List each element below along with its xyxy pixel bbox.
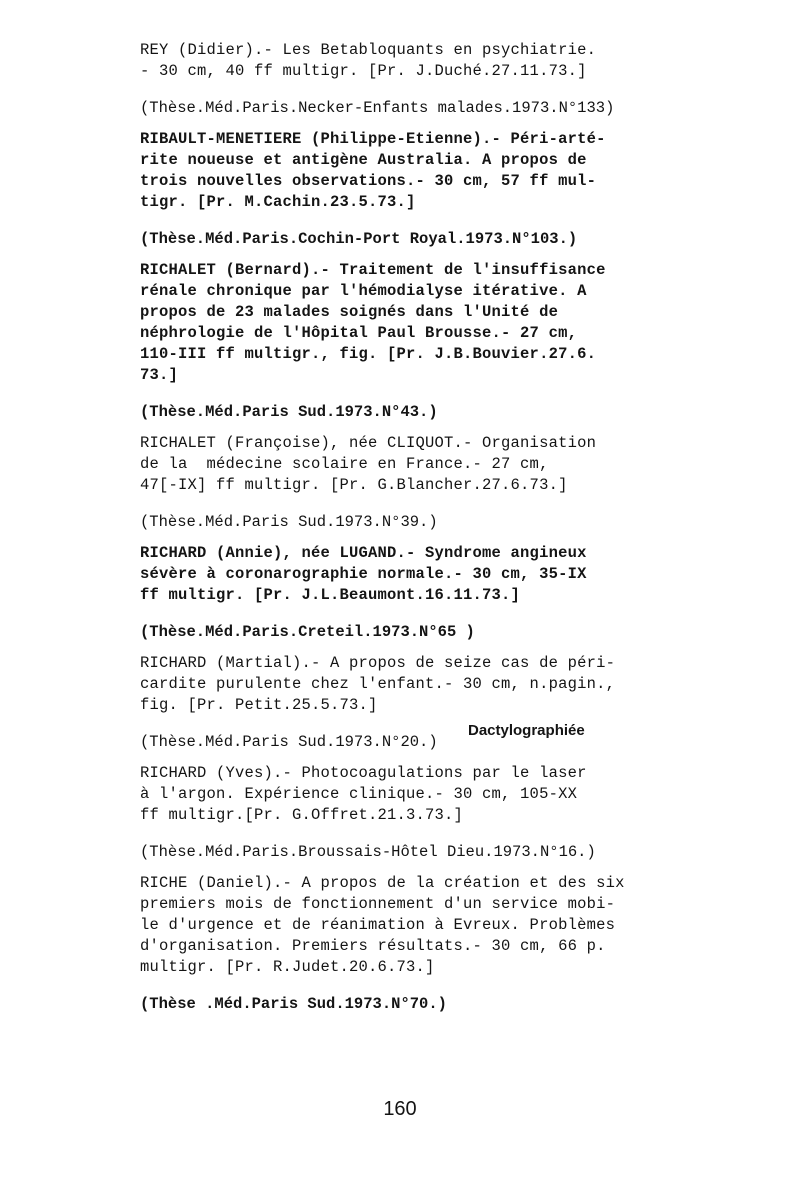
entry-line: fig. [Pr. Petit.25.5.73.] xyxy=(140,696,378,714)
entry-ribault-menetiere xyxy=(140,129,680,213)
entry-line: d'organisation. Premiers résultats.- 30 cm, 66 p. xyxy=(140,937,606,955)
entry-line: 47[-IX] ff multigr. [Pr. G.Blancher.27.6.73.] xyxy=(140,476,568,494)
entry-line: RICHALET (Bernard).- Traitement de l'insuffisance xyxy=(140,261,606,279)
entry-richard-yves xyxy=(140,763,680,826)
entry-line: rite noueuse et antigène Australia. A propos de xyxy=(140,151,587,169)
thesis-reference: (Thèse.Méd.Paris Sud.1973.N°39.) xyxy=(140,513,438,531)
entry-line: RICHE (Daniel).- A propos de la création et des six xyxy=(140,874,625,892)
entry-line: tigr. [Pr. M.Cachin.23.5.73.] xyxy=(140,193,416,211)
entry-line: sévère à coronarographie normale.- 30 cm, 35-IX xyxy=(140,565,587,583)
thesis-reference: (Thèse .Méd.Paris Sud.1973.N°70.) xyxy=(140,995,447,1013)
entry-richard-martial xyxy=(140,653,680,716)
entry-line: RICHARD (Martial).- A propos de seize cas de péri- xyxy=(140,654,616,672)
page-number: 160 xyxy=(383,1098,417,1120)
entry-line: RIBAULT-MENETIERE (Philippe-Etienne).- Péri-arté- xyxy=(140,130,606,148)
entry-line: multigr. [Pr. R.Judet.20.6.73.] xyxy=(140,958,435,976)
thesis-reference: (Thèse.Méd.Paris Sud.1973.N°20.) xyxy=(140,733,438,751)
entry-line: rénale chronique par l'hémodialyse itérative. A xyxy=(140,282,587,300)
entry-richalet-bernard xyxy=(140,260,680,386)
entry-line: ff multigr. [Pr. J.L.Beaumont.16.11.73.] xyxy=(140,586,521,604)
entry-line: propos de 23 malades soignés dans l'Unité de xyxy=(140,303,559,321)
entry-line: - 30 cm, 40 ff multigr. [Pr. J.Duché.27.11.73.] xyxy=(140,62,587,80)
entry-line: néphrologie de l'Hôpital Paul Brousse.- 27 cm, xyxy=(140,324,578,342)
entry-riche-daniel xyxy=(140,873,680,978)
thesis-reference: (Thèse.Méd.Paris.Creteil.1973.N°65 ) xyxy=(140,623,475,641)
thesis-reference: (Thèse.Méd.Paris.Necker-Enfants malades.1973.N°133) xyxy=(140,99,615,117)
entry-line: RICHARD (Annie), née LUGAND.- Syndrome angineux xyxy=(140,544,587,562)
entry-line: 73.] xyxy=(140,366,179,384)
entry-line: trois nouvelles observations.- 30 cm, 57 ff mul- xyxy=(140,172,597,190)
entry-line: le d'urgence et de réanimation à Evreux. Problèmes xyxy=(140,916,616,934)
entry-line: cardite purulente chez l'enfant.- 30 cm, n.pagin., xyxy=(140,675,616,693)
entry-richalet-francoise xyxy=(140,433,680,496)
entry-line: RICHALET (Françoise), née CLIQUOT.- Organisation xyxy=(140,434,597,452)
thesis-reference: (Thèse.Méd.Paris.Cochin-Port Royal.1973.N°103.) xyxy=(140,230,578,248)
entry-line: de la médecine scolaire en France.- 27 cm, xyxy=(140,455,549,473)
entry-richard-annie xyxy=(140,543,680,606)
entry-rey xyxy=(140,40,680,82)
thesis-reference: (Thèse.Méd.Paris.Broussais-Hôtel Dieu.1973.N°16.) xyxy=(140,843,596,861)
entry-line: REY (Didier).- Les Betabloquants en psychiatrie. xyxy=(140,41,597,59)
entry-line: 110-III ff multigr., fig. [Pr. J.B.Bouvier.27.6. xyxy=(140,345,597,363)
entry-line: RICHARD (Yves).- Photocoagulations par le laser xyxy=(140,764,587,782)
entry-line: premiers mois de fonctionnement d'un service mobi- xyxy=(140,895,616,913)
typed-note: Dactylographiée xyxy=(468,722,585,739)
bibliography-page xyxy=(140,40,680,1025)
entry-line: ff multigr.[Pr. G.Offret.21.3.73.] xyxy=(140,806,464,824)
thesis-reference: (Thèse.Méd.Paris Sud.1973.N°43.) xyxy=(140,403,438,421)
entry-line: à l'argon. Expérience clinique.- 30 cm, 105-XX xyxy=(140,785,578,803)
